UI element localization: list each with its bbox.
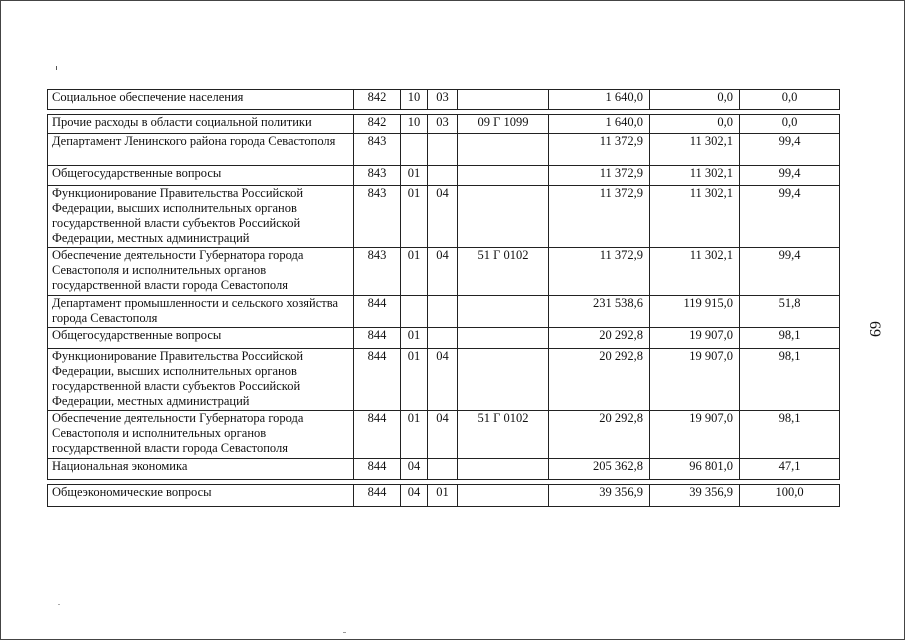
row-rz <box>401 296 428 328</box>
row-name: Департамент Ленинского района города Севастополя <box>48 134 354 166</box>
row-pr <box>428 328 458 349</box>
row-rz: 01 <box>401 166 428 186</box>
row-ved: 843 <box>354 186 401 248</box>
row-pr: 04 <box>428 349 458 411</box>
table-row <box>48 328 840 349</box>
row-rz: 01 <box>401 248 428 296</box>
row-name: Социальное обеспечение населения <box>48 90 354 110</box>
page-number: 69 <box>866 321 883 337</box>
row-fact: 0,0 <box>650 115 740 134</box>
row-percent: 99,4 <box>740 166 840 186</box>
row-ved: 842 <box>354 115 401 134</box>
row-rz: 01 <box>401 349 428 411</box>
row-rz: 01 <box>401 186 428 248</box>
row-ved: 844 <box>354 485 401 507</box>
row-fact: 11 302,1 <box>650 134 740 166</box>
table-row <box>48 134 840 166</box>
row-pr: 04 <box>428 411 458 459</box>
row-rz <box>401 134 428 166</box>
row-rz: 04 <box>401 459 428 480</box>
row-pr: 04 <box>428 186 458 248</box>
row-pr <box>428 296 458 328</box>
row-pr: 04 <box>428 248 458 296</box>
row-plan: 205 362,8 <box>549 459 650 480</box>
row-plan: 11 372,9 <box>549 166 650 186</box>
row-name: Функционирование Правительства Российской Федерации, высших исполнительных органов государственной власти субъектов Российской Федерации, местных администраций <box>48 349 354 411</box>
row-csr: 51 Г 0102 <box>458 411 549 459</box>
table-row <box>48 485 840 507</box>
row-ved: 844 <box>354 328 401 349</box>
table-row <box>48 115 840 134</box>
table-row <box>48 248 840 296</box>
scan-speck <box>58 604 60 605</box>
row-pr: 01 <box>428 485 458 507</box>
row-plan: 11 372,9 <box>549 134 650 166</box>
row-plan: 11 372,9 <box>549 248 650 296</box>
row-plan: 1 640,0 <box>549 90 650 110</box>
table-row <box>48 166 840 186</box>
row-fact: 96 801,0 <box>650 459 740 480</box>
row-name: Общеэкономические вопросы <box>48 485 354 507</box>
row-csr <box>458 186 549 248</box>
row-percent: 98,1 <box>740 411 840 459</box>
row-fact: 19 907,0 <box>650 328 740 349</box>
row-csr <box>458 485 549 507</box>
scan-speck <box>56 66 57 70</box>
row-csr <box>458 459 549 480</box>
row-ved: 843 <box>354 248 401 296</box>
row-name: Национальная экономика <box>48 459 354 480</box>
row-ved: 844 <box>354 459 401 480</box>
row-ved: 843 <box>354 166 401 186</box>
row-csr: 09 Г 1099 <box>458 115 549 134</box>
row-fact: 0,0 <box>650 90 740 110</box>
row-percent: 99,4 <box>740 248 840 296</box>
row-plan: 20 292,8 <box>549 411 650 459</box>
row-ved: 842 <box>354 90 401 110</box>
row-ved: 844 <box>354 296 401 328</box>
row-plan: 20 292,8 <box>549 349 650 411</box>
row-name: Общегосударственные вопросы <box>48 328 354 349</box>
row-fact: 19 907,0 <box>650 411 740 459</box>
row-name: Департамент промышленности и сельского хозяйства города Севастополя <box>48 296 354 328</box>
row-percent: 47,1 <box>740 459 840 480</box>
row-csr <box>458 328 549 349</box>
row-percent: 98,1 <box>740 328 840 349</box>
table-row <box>48 296 840 328</box>
table-row <box>48 186 840 248</box>
row-percent: 51,8 <box>740 296 840 328</box>
row-ved: 844 <box>354 349 401 411</box>
row-plan: 11 372,9 <box>549 186 650 248</box>
table-row <box>48 90 840 110</box>
row-rz: 01 <box>401 411 428 459</box>
row-csr <box>458 90 549 110</box>
row-plan: 39 356,9 <box>549 485 650 507</box>
budget-table <box>47 89 840 507</box>
row-plan: 1 640,0 <box>549 115 650 134</box>
row-pr: 03 <box>428 90 458 110</box>
row-pr <box>428 459 458 480</box>
table-row <box>48 411 840 459</box>
row-percent: 98,1 <box>740 349 840 411</box>
row-plan: 20 292,8 <box>549 328 650 349</box>
row-name: Обеспечение деятельности Губернатора города Севастополя и исполнительных органов государственной власти города Севастополя <box>48 411 354 459</box>
row-fact: 19 907,0 <box>650 349 740 411</box>
row-rz: 04 <box>401 485 428 507</box>
row-percent: 99,4 <box>740 186 840 248</box>
row-csr <box>458 134 549 166</box>
table-row <box>48 349 840 411</box>
row-percent: 0,0 <box>740 90 840 110</box>
row-fact: 39 356,9 <box>650 485 740 507</box>
row-fact: 11 302,1 <box>650 186 740 248</box>
table-row <box>48 459 840 480</box>
row-pr <box>428 134 458 166</box>
row-fact: 11 302,1 <box>650 166 740 186</box>
row-csr <box>458 166 549 186</box>
row-name: Обеспечение деятельности Губернатора города Севастополя и исполнительных органов государственной власти города Севастополя <box>48 248 354 296</box>
row-fact: 119 915,0 <box>650 296 740 328</box>
row-pr: 03 <box>428 115 458 134</box>
row-csr <box>458 349 549 411</box>
row-rz: 10 <box>401 115 428 134</box>
row-pr <box>428 166 458 186</box>
row-name: Общегосударственные вопросы <box>48 166 354 186</box>
row-csr <box>458 296 549 328</box>
row-name: Прочие расходы в области социальной политики <box>48 115 354 134</box>
row-rz: 10 <box>401 90 428 110</box>
row-csr: 51 Г 0102 <box>458 248 549 296</box>
scan-speck <box>343 632 346 633</box>
row-fact: 11 302,1 <box>650 248 740 296</box>
row-name: Функционирование Правительства Российской Федерации, высших исполнительных органов государственной власти субъектов Российской Федерации, местных администраций <box>48 186 354 248</box>
row-ved: 844 <box>354 411 401 459</box>
row-rz: 01 <box>401 328 428 349</box>
row-plan: 231 538,6 <box>549 296 650 328</box>
row-percent: 100,0 <box>740 485 840 507</box>
row-percent: 99,4 <box>740 134 840 166</box>
row-percent: 0,0 <box>740 115 840 134</box>
row-ved: 843 <box>354 134 401 166</box>
